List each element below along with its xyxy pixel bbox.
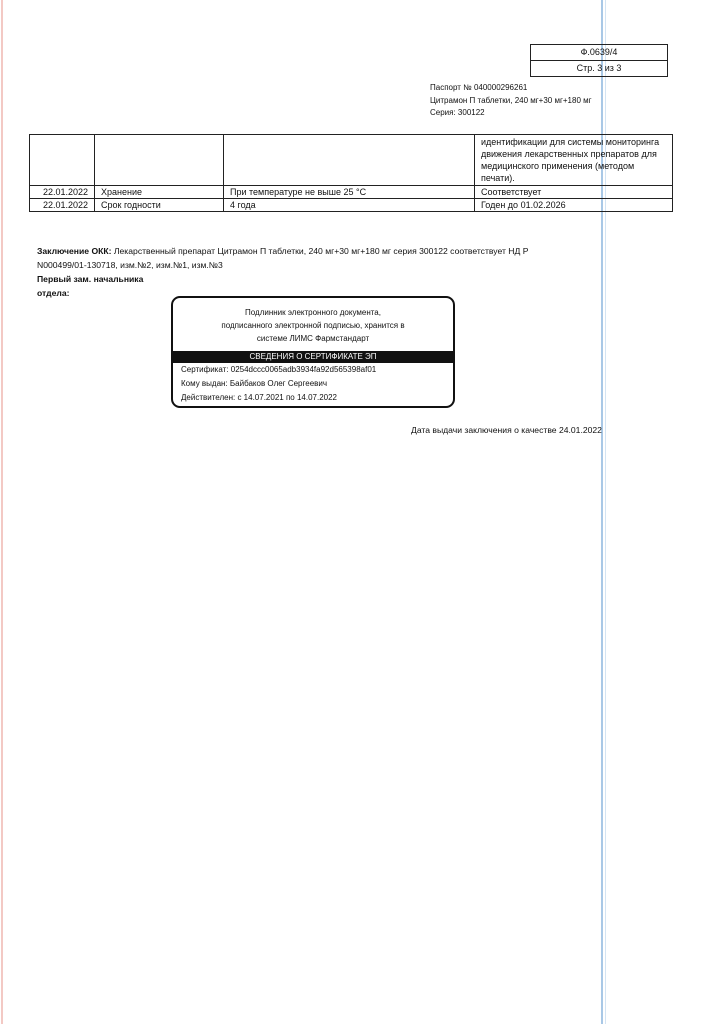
table-cell-requirement: При температуре не выше 25 °С xyxy=(224,186,475,199)
table-row xyxy=(30,186,673,199)
e-signature-stamp xyxy=(171,296,455,408)
table-cell-date: 22.01.2022 xyxy=(30,199,95,212)
table-cell-date: 22.01.2022 xyxy=(30,186,95,199)
table-row xyxy=(30,135,673,186)
table-cell-parameter: Срок годности xyxy=(95,199,224,212)
page-number: Стр. 3 из 3 xyxy=(531,60,667,76)
certificate-owner: Кому выдан: Байбаков Олег Сергеевич xyxy=(181,379,328,388)
form-code-box xyxy=(530,44,668,77)
conclusion-body: Лекарственный препарат Цитрамон П таблетки, 240 мг+30 мг+180 мг серия 300122 соответствует НД Р N000499/01-130718, изм.№2, изм.№1, изм.№3 xyxy=(37,246,529,270)
results-table xyxy=(29,134,673,212)
conclusion-block xyxy=(37,244,577,300)
table-row xyxy=(30,199,673,212)
product-series: Серия: 300122 xyxy=(430,108,485,117)
passport-number: Паспорт № 040000296261 xyxy=(430,83,528,92)
table-cell xyxy=(30,135,95,186)
position-title-cont: отдела: xyxy=(37,288,70,298)
form-code: Ф.0639/4 xyxy=(580,47,618,57)
table-cell-result: Соответствует xyxy=(475,186,673,199)
issue-date: Дата выдачи заключения о качестве 24.01.2022 xyxy=(411,425,602,435)
signature-note-line: подписанного электронной подписью, хранится в xyxy=(221,321,405,330)
certificate-validity: Действителен: с 14.07.2021 по 14.07.2022 xyxy=(181,393,337,402)
product-name: Цитрамон П таблетки, 240 мг+30 мг+180 мг xyxy=(430,95,592,105)
scan-edge-left xyxy=(1,0,3,1024)
table-cell xyxy=(95,135,224,186)
table-cell-result: Годен до 01.02.2026 xyxy=(475,199,673,212)
conclusion-label: Заключение ОКК: xyxy=(37,246,112,256)
position-title: Первый зам. начальника xyxy=(37,274,144,284)
certificate-info-bar: СВЕДЕНИЯ О СЕРТИФИКАТЕ ЭП xyxy=(173,351,453,363)
conclusion-text xyxy=(37,244,577,272)
table-cell xyxy=(224,135,475,186)
passport-info xyxy=(430,82,592,120)
signature-note-line: Подлинник электронного документа, xyxy=(245,308,381,317)
table-cell: идентификации для системы мониторинга движения лекарственных препаратов для медицинского применения (методом печати). xyxy=(475,135,673,186)
table-cell-requirement: 4 года xyxy=(224,199,475,212)
table-cell-parameter: Хранение xyxy=(95,186,224,199)
signature-note-line: системе ЛИМС Фармстандарт xyxy=(256,334,370,343)
certificate-number: Сертификат: 0254dccc0065adb3934fa92d565398af01 xyxy=(181,365,377,374)
